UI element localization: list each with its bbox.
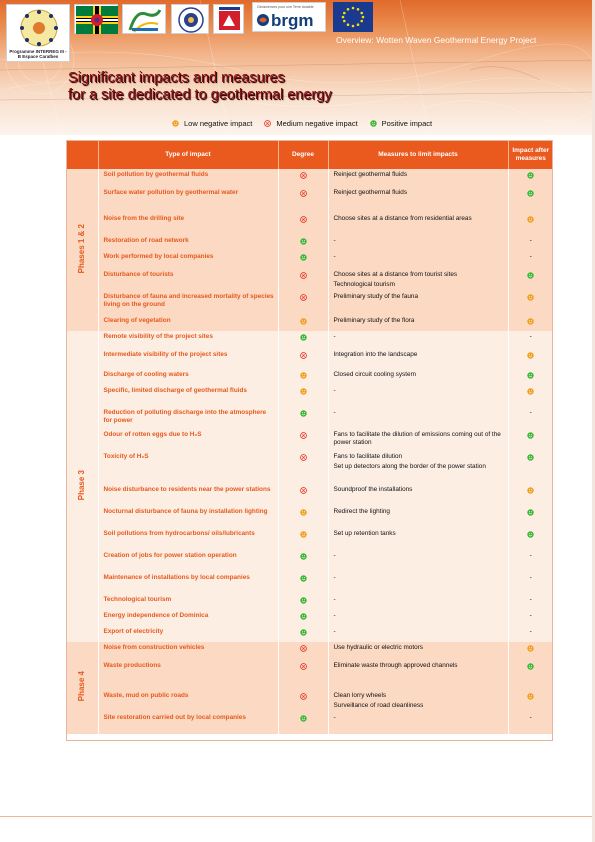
measure-text: -	[333, 552, 336, 559]
measures-cell	[328, 572, 508, 594]
measure-text: Surveillance of road cleanliness	[333, 701, 424, 709]
impact-after-cell	[508, 251, 553, 269]
low-impact-face-icon	[527, 294, 534, 301]
measure-text: Choose sites at a distance from residential areas	[333, 215, 472, 222]
footer-rule	[0, 816, 595, 817]
degree-cell	[278, 451, 328, 484]
impact-type-cell: Waste productions	[98, 660, 278, 690]
table-row	[66, 594, 553, 610]
phase-label: Phase 3	[76, 469, 86, 501]
measures-cell	[328, 187, 508, 213]
measure-text: Closed circuit cooling system	[333, 371, 416, 378]
measures-cell	[328, 642, 508, 660]
partner-logo-red	[213, 4, 244, 34]
measures-cell	[328, 213, 508, 235]
degree-cell	[278, 385, 328, 407]
impact-after-cell	[508, 213, 553, 235]
impact-after-cell	[508, 690, 553, 712]
impact-after-cell	[508, 315, 553, 331]
medium-impact-face-icon	[300, 216, 307, 223]
table-row	[66, 385, 553, 407]
positive-impact-face-icon	[300, 629, 307, 636]
table-row	[66, 660, 553, 690]
impact-after-cell	[508, 429, 553, 451]
interreg-logo-text: Programme INTERREG III - B Espace Caraïbes	[9, 49, 67, 59]
measure-text: -	[333, 237, 336, 244]
header-phase-cell	[66, 140, 98, 169]
degree-cell	[278, 187, 328, 213]
measure-text: -	[333, 387, 336, 394]
table-row	[66, 235, 553, 251]
table-row	[66, 187, 553, 213]
low-impact-face-icon	[527, 318, 534, 325]
medium-impact-face-icon	[300, 645, 307, 652]
positive-impact-face-icon	[527, 663, 534, 670]
impact-type-cell: Disturbance of tourists	[98, 269, 278, 291]
legend-item-positive	[370, 119, 432, 128]
impact-table	[66, 140, 553, 734]
low-impact-face-icon	[172, 120, 179, 127]
measure-text: -	[333, 714, 336, 721]
impact-after-dash: -	[529, 253, 532, 260]
impact-after-cell	[508, 269, 553, 291]
positive-impact-face-icon	[300, 238, 307, 245]
partner-logo-green	[122, 4, 166, 34]
measures-cell	[328, 369, 508, 385]
degree-cell	[278, 660, 328, 690]
medium-impact-face-icon	[300, 693, 307, 700]
measure-text: -	[333, 333, 336, 340]
measures-cell	[328, 610, 508, 626]
measure-text: Fans to facilitate the dilution of emissions coming out of the power station	[333, 431, 501, 446]
table-row	[66, 251, 553, 269]
degree-cell	[278, 331, 328, 349]
measures-cell	[328, 291, 508, 315]
table-row	[66, 291, 553, 315]
impact-after-dash: -	[529, 574, 532, 581]
measures-cell	[328, 506, 508, 528]
impact-after-cell	[508, 187, 553, 213]
impact-type-cell: Nocturnal disturbance of fauna by installation lighting	[98, 506, 278, 528]
impact-after-dash: -	[529, 237, 532, 244]
degree-cell	[278, 690, 328, 712]
table-row	[66, 626, 553, 642]
medium-impact-face-icon	[300, 294, 307, 301]
impact-type-cell: Work performed by local companies	[98, 251, 278, 269]
table-row	[66, 349, 553, 369]
degree-cell	[278, 712, 328, 734]
measures-cell	[328, 269, 508, 291]
brgm-logo-text: brgm	[271, 11, 314, 30]
positive-impact-face-icon	[300, 254, 307, 261]
positive-impact-face-icon	[527, 372, 534, 379]
table-row	[66, 269, 553, 291]
header-measures: Measures to limit impacts	[328, 140, 508, 169]
degree-cell	[278, 429, 328, 451]
table-row	[66, 331, 553, 349]
positive-impact-face-icon	[527, 454, 534, 461]
impact-type-cell: Specific, limited discharge of geothermal fluids	[98, 385, 278, 407]
impact-type-cell: Noise from construction vehicles	[98, 642, 278, 660]
impact-after-cell	[508, 660, 553, 690]
legend-label-medium: Medium negative impact	[276, 119, 358, 128]
table-row	[66, 429, 553, 451]
impact-after-dash: -	[529, 333, 532, 340]
low-impact-face-icon	[300, 372, 307, 379]
impact-type-cell: Reduction of polluting discharge into the atmosphere for power	[98, 407, 278, 429]
phase-cell	[66, 642, 98, 734]
measure-text: Redirect the lighting	[333, 508, 390, 515]
table-row	[66, 369, 553, 385]
impact-type-cell: Discharge of cooling waters	[98, 369, 278, 385]
table-row	[66, 690, 553, 712]
impact-type-cell: Remote visibility of the project sites	[98, 331, 278, 349]
measures-cell	[328, 690, 508, 712]
measures-cell	[328, 169, 508, 187]
low-impact-face-icon	[527, 388, 534, 395]
page-title-line1: Significant impacts and measures	[68, 70, 285, 86]
table-row	[66, 484, 553, 506]
impact-after-cell	[508, 349, 553, 369]
measures-cell	[328, 660, 508, 690]
positive-impact-face-icon	[527, 432, 534, 439]
low-impact-face-icon	[527, 693, 534, 700]
measures-cell	[328, 484, 508, 506]
impact-type-cell: Waste, mud on public roads	[98, 690, 278, 712]
impact-after-cell	[508, 484, 553, 506]
measure-text: Fans to facilitate dilution	[333, 453, 403, 460]
measures-cell	[328, 385, 508, 407]
degree-cell	[278, 572, 328, 594]
measure-text: -	[333, 612, 336, 619]
impact-table-body	[66, 169, 553, 734]
degree-cell	[278, 291, 328, 315]
header-after: Impact after measures	[508, 140, 553, 169]
partner-logo-seal	[171, 4, 209, 34]
degree-cell	[278, 213, 328, 235]
medium-impact-face-icon	[300, 352, 307, 359]
measure-text: Reinject geothermal fluids	[333, 171, 408, 178]
measure-text: Set up retention tanks	[333, 530, 396, 537]
degree-cell	[278, 626, 328, 642]
table-row	[66, 642, 553, 660]
low-impact-face-icon	[300, 531, 307, 538]
page-title	[68, 70, 332, 104]
impact-type-cell: Export of electricity	[98, 626, 278, 642]
low-impact-face-icon	[527, 487, 534, 494]
measure-text: Set up detectors along the border of the power station	[333, 462, 486, 470]
measures-cell	[328, 712, 508, 734]
degree-cell	[278, 610, 328, 626]
dominica-flag-logo	[74, 4, 118, 34]
impact-after-cell	[508, 712, 553, 734]
low-impact-face-icon	[527, 352, 534, 359]
impact-type-cell: Energy independence of Dominica	[98, 610, 278, 626]
measure-text: Clean lorry wheels	[333, 692, 387, 699]
measure-text: Choose sites at a distance from tourist sites	[333, 271, 458, 278]
degree-cell	[278, 369, 328, 385]
impact-type-cell: Technological tourism	[98, 594, 278, 610]
impact-type-cell: Noise from the drilling site	[98, 213, 278, 235]
page-title-line2: for a site dedicated to geothermal energy	[68, 87, 332, 103]
positive-impact-face-icon	[300, 715, 307, 722]
phase-label: Phase 4	[76, 671, 86, 702]
legend-item-medium	[264, 119, 357, 128]
low-impact-face-icon	[300, 318, 307, 325]
measure-text: Soundproof the installations	[333, 486, 413, 493]
legend-label-positive: Positive impact	[381, 119, 433, 128]
medium-impact-face-icon	[300, 663, 307, 670]
positive-impact-face-icon	[300, 575, 307, 582]
degree-cell	[278, 169, 328, 187]
positive-impact-face-icon	[300, 597, 307, 604]
positive-impact-face-icon	[300, 334, 307, 341]
measures-cell	[328, 626, 508, 642]
brgm-logo	[252, 2, 326, 32]
legend-item-low	[172, 119, 252, 128]
project-caption: Overview: Wotten Waven Geothermal Energy Project	[336, 35, 537, 45]
low-impact-face-icon	[527, 216, 534, 223]
impact-type-cell: Restoration of road network	[98, 235, 278, 251]
impact-type-cell: Clearing of vegetation	[98, 315, 278, 331]
positive-impact-face-icon	[527, 172, 534, 179]
medium-impact-face-icon	[300, 454, 307, 461]
impact-after-cell	[508, 169, 553, 187]
impact-after-cell	[508, 331, 553, 349]
medium-impact-face-icon	[264, 120, 271, 127]
measures-cell	[328, 451, 508, 484]
impact-after-cell	[508, 369, 553, 385]
measures-cell	[328, 594, 508, 610]
measures-cell	[328, 331, 508, 349]
degree-cell	[278, 594, 328, 610]
table-row	[66, 528, 553, 550]
impact-after-cell	[508, 642, 553, 660]
measure-text: Technological tourism	[333, 280, 395, 288]
measures-cell	[328, 550, 508, 572]
degree-cell	[278, 484, 328, 506]
impact-type-cell: Soil pollutions from hydrocarbons/ oils/lubricants	[98, 528, 278, 550]
measure-text: -	[333, 628, 336, 635]
measures-cell	[328, 528, 508, 550]
positive-impact-face-icon	[527, 272, 534, 279]
header-type: Type of impact	[98, 140, 278, 169]
impact-after-cell	[508, 235, 553, 251]
impact-after-cell	[508, 407, 553, 429]
low-impact-face-icon	[300, 509, 307, 516]
impact-type-cell: Intermediate visibility of the project sites	[98, 349, 278, 369]
table-row	[66, 572, 553, 594]
measure-text: Preliminary study of the flora	[333, 317, 415, 324]
table-header-row	[66, 140, 553, 169]
degree-cell	[278, 235, 328, 251]
medium-impact-face-icon	[300, 172, 307, 179]
measure-text: -	[333, 253, 336, 260]
positive-impact-face-icon	[300, 410, 307, 417]
degree-cell	[278, 269, 328, 291]
measure-text: Integration into the landscape	[333, 351, 418, 358]
degree-cell	[278, 642, 328, 660]
impact-after-cell	[508, 385, 553, 407]
measure-text: Use hydraulic or electric motors	[333, 644, 423, 651]
impact-after-cell	[508, 626, 553, 642]
impact-type-cell: Surface water pollution by geothermal water	[98, 187, 278, 213]
measures-cell	[328, 315, 508, 331]
positive-impact-face-icon	[370, 120, 377, 127]
measure-text: -	[333, 574, 336, 581]
degree-cell	[278, 407, 328, 429]
degree-cell	[278, 506, 328, 528]
medium-impact-face-icon	[300, 487, 307, 494]
impact-type-cell: Maintenance of installations by local companies	[98, 572, 278, 594]
degree-cell	[278, 550, 328, 572]
impact-after-cell	[508, 506, 553, 528]
impact-after-cell	[508, 451, 553, 484]
table-row	[66, 610, 553, 626]
low-impact-face-icon	[300, 388, 307, 395]
legend	[172, 119, 432, 128]
degree-cell	[278, 315, 328, 331]
legend-label-low: Low negative impact	[184, 119, 253, 128]
positive-impact-face-icon	[527, 531, 534, 538]
impact-after-dash: -	[529, 628, 532, 635]
measure-text: Reinject geothermal fluids	[333, 189, 408, 196]
positive-impact-face-icon	[527, 190, 534, 197]
impact-after-dash: -	[529, 552, 532, 559]
impact-type-cell: Creation of jobs for power station operation	[98, 550, 278, 572]
degree-cell	[278, 528, 328, 550]
measure-text: Eliminate waste through approved channels	[333, 662, 458, 669]
impact-after-dash: -	[529, 409, 532, 416]
impact-after-cell	[508, 291, 553, 315]
degree-cell	[278, 251, 328, 269]
positive-impact-face-icon	[300, 613, 307, 620]
phase-cell	[66, 331, 98, 642]
eu-flag-logo	[333, 2, 373, 32]
positive-impact-face-icon	[300, 553, 307, 560]
phase-cell	[66, 169, 98, 331]
impact-type-cell: Toxicity of H₂S	[98, 451, 278, 484]
measure-text: -	[333, 596, 336, 603]
header-banner	[0, 0, 595, 135]
degree-cell	[278, 349, 328, 369]
impact-after-dash: -	[529, 596, 532, 603]
impact-after-cell	[508, 594, 553, 610]
table-row	[66, 169, 553, 187]
impact-type-cell: Disturbance of fauna and increased mortality of species living on the ground	[98, 291, 278, 315]
phase-label: Phases 1 & 2	[76, 223, 86, 274]
impact-after-cell	[508, 610, 553, 626]
impact-type-cell: Odour of rotten eggs due to H₂S	[98, 429, 278, 451]
table-row	[66, 550, 553, 572]
measures-cell	[328, 349, 508, 369]
low-impact-face-icon	[527, 645, 534, 652]
table-row	[66, 506, 553, 528]
positive-impact-face-icon	[527, 509, 534, 516]
impact-after-cell	[508, 572, 553, 594]
header-degree: Degree	[278, 140, 328, 169]
measure-text: Preliminary study of the fauna	[333, 293, 419, 300]
table-row	[66, 213, 553, 235]
impact-type-cell: Site restoration carried out by local companies	[98, 712, 278, 734]
table-row	[66, 407, 553, 429]
impact-after-dash: -	[529, 612, 532, 619]
table-row	[66, 712, 553, 734]
brgm-tagline: Géosciences pour une Terre durable	[257, 5, 314, 9]
measure-text: -	[333, 409, 336, 416]
measures-cell	[328, 235, 508, 251]
table-row	[66, 451, 553, 484]
medium-impact-face-icon	[300, 272, 307, 279]
measures-cell	[328, 407, 508, 429]
measures-cell	[328, 429, 508, 451]
impact-after-dash: -	[529, 714, 532, 721]
measures-cell	[328, 251, 508, 269]
table-row	[66, 315, 553, 331]
impact-type-cell: Noise disturbance to residents near the power stations	[98, 484, 278, 506]
impact-after-cell	[508, 528, 553, 550]
interreg-logo	[6, 4, 70, 62]
medium-impact-face-icon	[300, 190, 307, 197]
impact-after-cell	[508, 550, 553, 572]
medium-impact-face-icon	[300, 432, 307, 439]
impact-type-cell: Soil pollution by geothermal fluids	[98, 169, 278, 187]
